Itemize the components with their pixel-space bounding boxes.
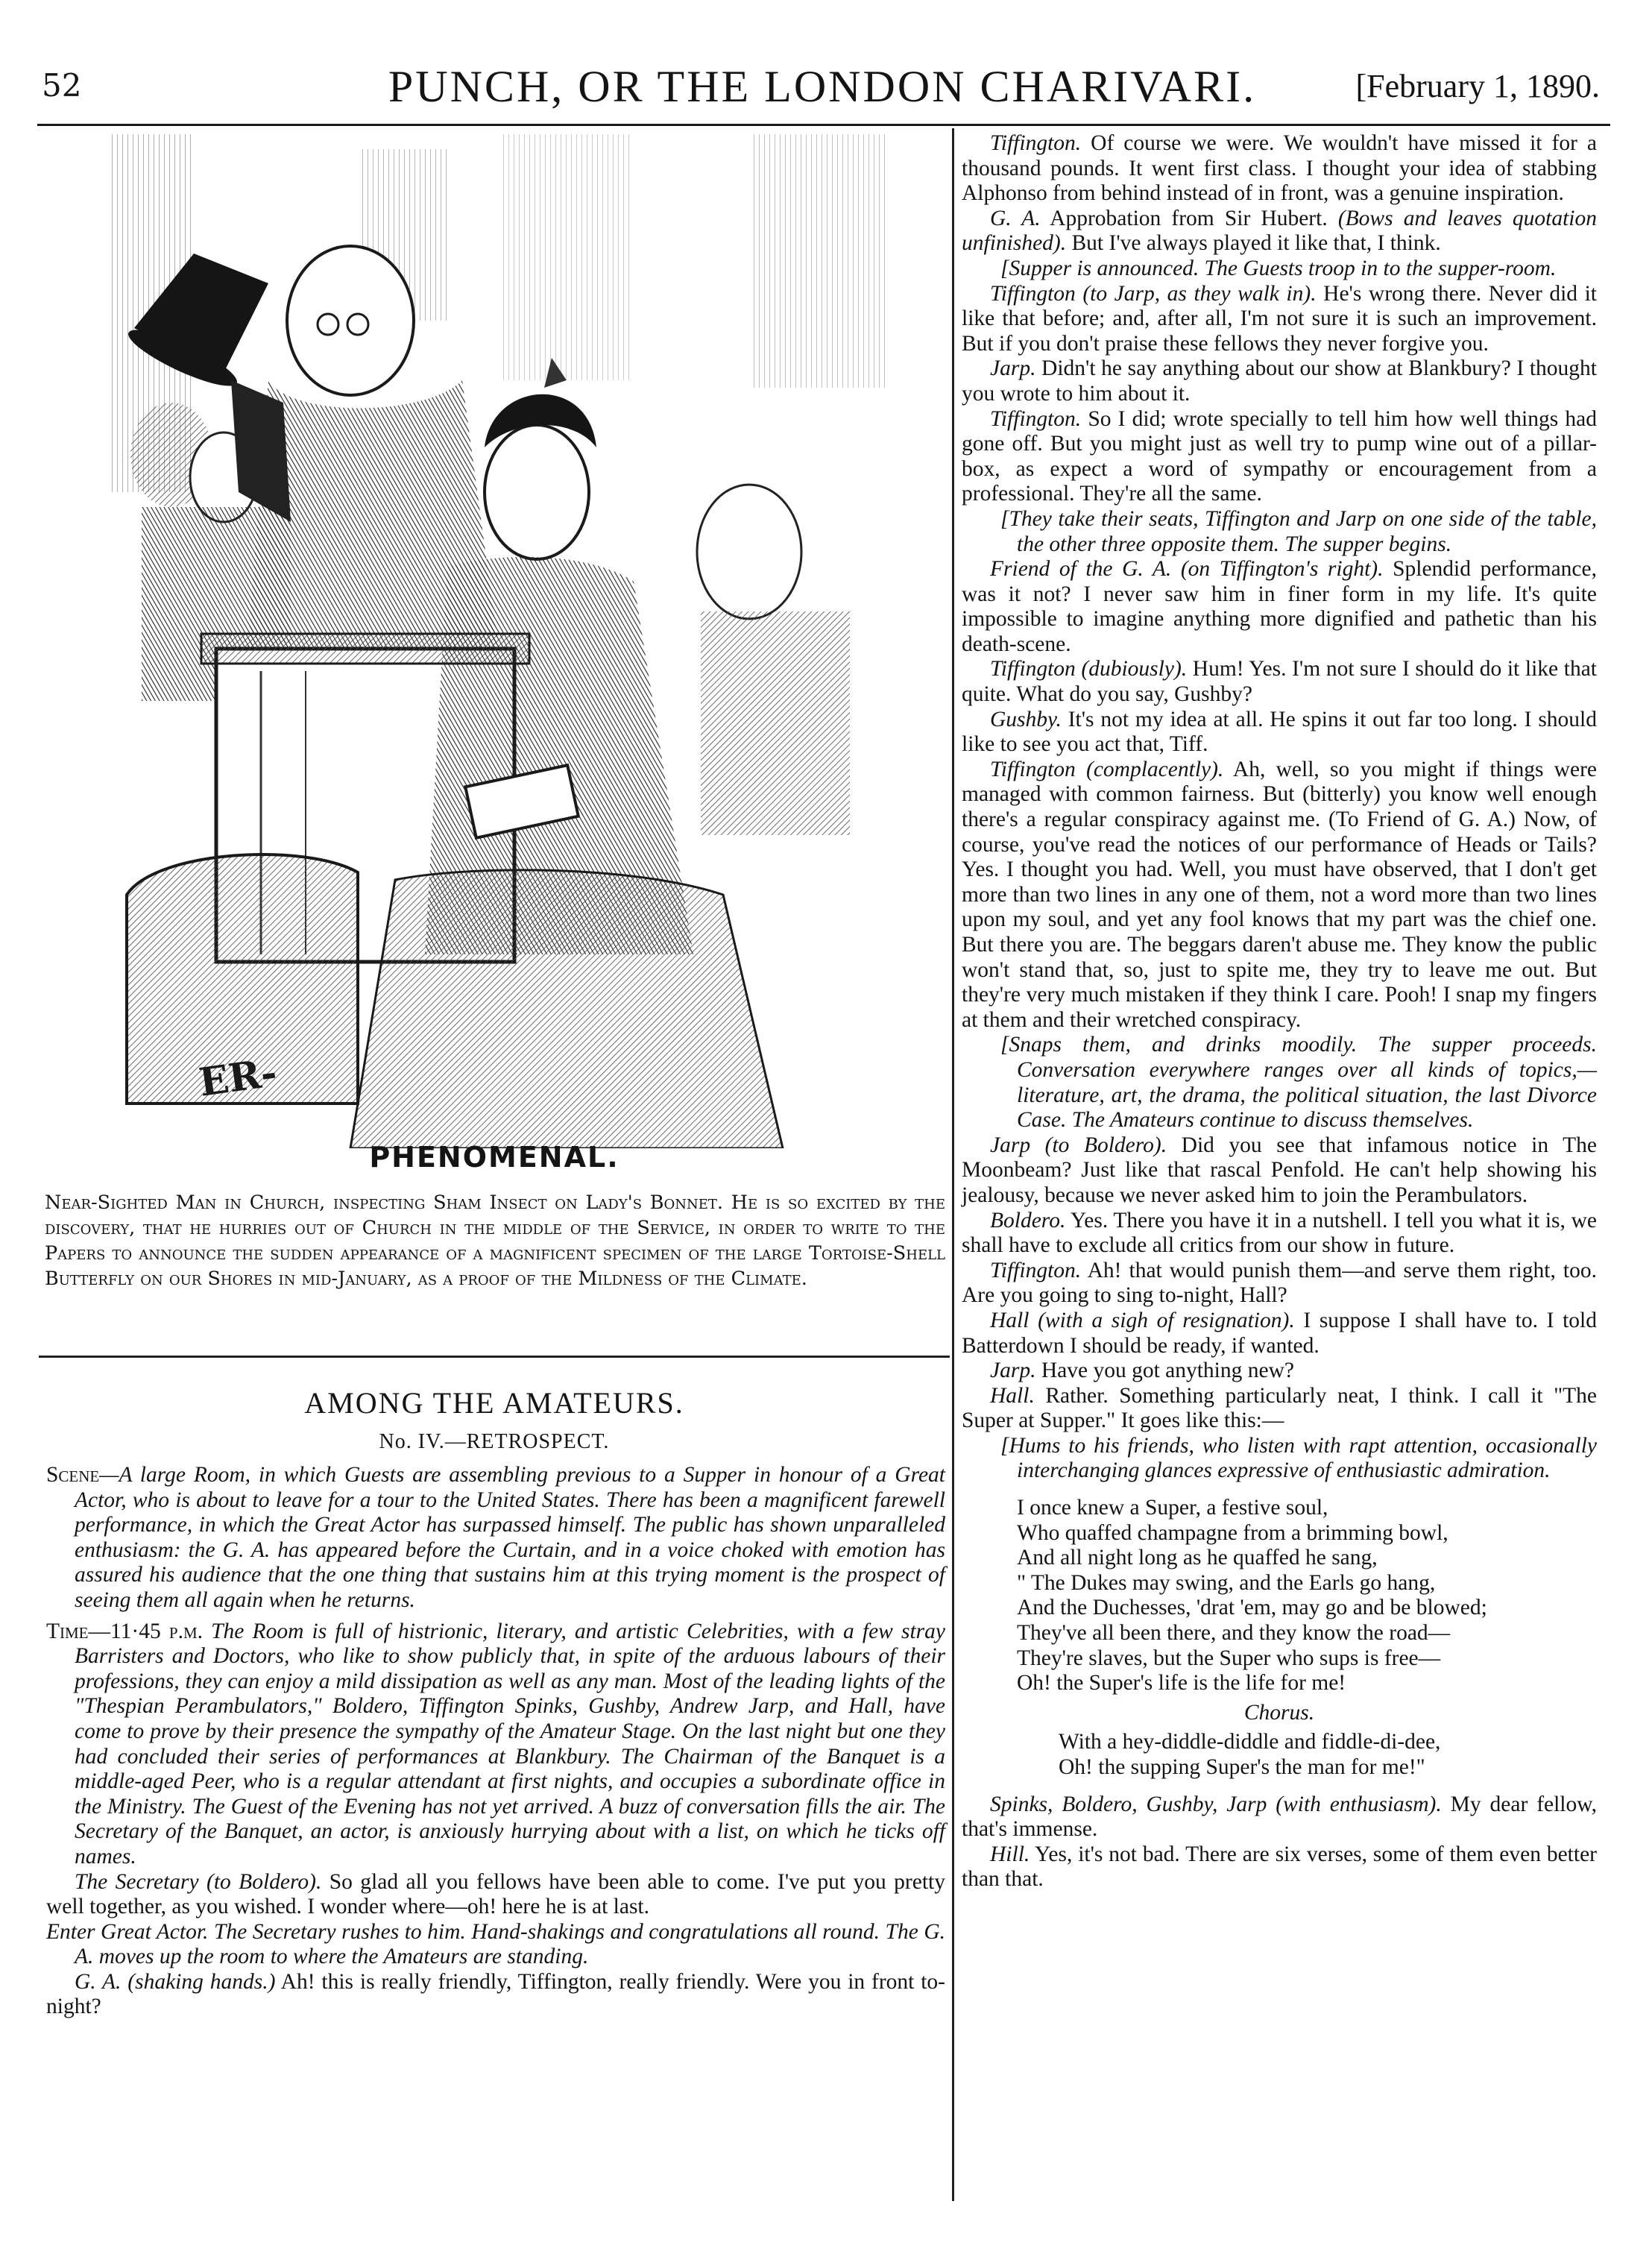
dialogue-line: Hall (with a sigh of resignation). I suppose I shall have to. I told Batterdown I should be ready, if wanted. [962,1308,1597,1358]
lady-head [485,425,589,559]
song-line: They've all been there, and they know the road— [1017,1621,1451,1646]
cartoon-caption: Near-Sighted Man in Church, inspecting Sham Insect on Lady's Bonnet. He is so excited by the discovery, that he hurries out of Church in the middle of the Service, in order to write to the Papers to announce the sudden appearance of a magnificent specimen of the large Tortoise-Shell Butterfly on our Shores in mid-January, as a proof of the Mildness of the Climate. [45,1191,945,1290]
dialogue-line: Friend of the G. A. (on Tiffington's right). Splendid performance, was it not? I never saw him in finer form in my life. It's quite impossible to imagine anything more dignified and pathetic than his death-scene. [962,557,1597,656]
chorus-line: Oh! the supping Super's the man for me!" [1059,1755,1425,1779]
dialogue-line: G. A. Approbation from Sir Hubert. (Bows and leaves quotation unfinished). But I've always played it like that, I think. [962,206,1597,256]
lady-skirt [350,870,783,1148]
article-subtitle: No. IV.—RETROSPECT. [379,1430,610,1453]
header-rule [37,124,1610,126]
dialogue-line: Tiffington (to Jarp, as they walk in). He's wrong there. Never did it like that before; and, after all, I'm not sure it is such an improvement. But if you don't praise these fellows they never forgive you. [962,281,1597,356]
dialogue-line: Jarp. Didn't he say anything about our show at Blankbury? I thought you wrote to him about it. [962,356,1597,406]
artist-signature: ER- [196,1049,280,1106]
publication-title: PUNCH, OR THE LONDON CHARIVARI. [388,62,1257,111]
time-direction: Time—11·45 p.m. The Room is full of histrionic, literary, and artistic Celebrities, with a few stray Barristers and Doctors, who like to show publicly that, in spite of the arduous labours of their professions, they can enjoy a mild dissipation as well as any man. Most of the leading lights of the "Thespian Perambulators," Boldero, Tiffington Spinks, Gushby, Andrew Jarp, and Hall, have come to prove by their presence the sympathy of the Amateur Stage. On the last night but one they had concluded their series of performances at Blankbury. The Chairman of the Banquet is a middle-aged Peer, who is a regular attendant at first nights, and occupies a subordinate office in the Ministry. The Guest of the Evening has not yet arrived. A buzz of conversation fills the air. The Secretary of the Banquet, an actor, is anxiously hurrying about with a list, on which he ticks off names. [46,1619,945,1869]
song-line: " The Dukes may swing, and the Earls go hang, [1017,1570,1436,1595]
dialogue-line: The Secretary (to Boldero). So glad all you fellows have been able to come. I've put you pretty well together, as you wished. I wonder where—oh! here he is at last. [46,1869,945,1919]
near-sighted-man-head [287,246,414,395]
dialogue-line: Boldero. Yes. There you have it in a nutshell. I tell you what it is, we shall have to exclude all critics from our show in future. [962,1208,1597,1258]
stage-direction: [Supper is announced. The Guests troop in to the supper-room. [1000,256,1557,280]
dialogue-line: Gushby. It's not my idea at all. He spins it out far too long. I should like to see you act that, Tiff. [962,707,1597,757]
article-title: AMONG THE AMATEURS. [304,1386,684,1420]
issue-date: [February 1, 1890. [1355,68,1600,104]
article-left-column [46,1463,945,2020]
cartoon-title: PHENOMENAL. [369,1141,620,1174]
dialogue-line: Hall. Rather. Something particularly neat, I think. I call it "The Super at Supper." It goes like this:— [962,1383,1597,1433]
column-divider [952,128,954,2201]
chorus-label: Chorus. [1243,1700,1315,1725]
dialogue-line: Spinks, Boldero, Gushby, Jarp (with enthusiasm). My dear fellow, that's immense. [962,1792,1598,1842]
stage-direction: [Hums to his friends, who listen with rapt attention, occasionally interchanging glances expressive of enthusiastic admiration. [1000,1433,1597,1483]
song-line: And all night long as he quaffed he sang, [1017,1546,1378,1570]
dialogue-line: Tiffington (dubiously). Hum! Yes. I'm not sure I should do it like that quite. What do you say, Gushby? [962,657,1597,707]
article-right-column [962,131,1597,1892]
old-man-figure [697,485,801,619]
dialogue-line: Tiffington (complacently). Ah, well, so you might if things were managed with common fairness. But (bitterly) you know well enough there's a regular conspiracy against me. (To Friend of G. A.) Now, of course, you've read the notices of our performance of Heads or Tails? Yes. I thought you had. Well, you must have observed, that I don't get more than two lines in any one of them, not a word more than two lines upon my soul, and yet any fool knows that my part was the chief one. But there you are. The beggars daren't abuse me. They know the public won't stand that, so, just to spite me, they try to leave me out. But they're very much mistaken if they think I care. Pooh! I snap my fingers at them and their wretched conspiracy. [962,757,1597,1032]
dialogue-line: Jarp (to Boldero). Did you see that infamous notice in The Moonbeam? Just like that rascal Penfold. He can't help showing his jealousy, because we never asked him to join the Perambulators. [962,1133,1597,1207]
chorus [962,1730,1597,1780]
song-line: Oh! the Super's life is the life for me! [1017,1671,1346,1696]
dialogue-line: Tiffington. Of course we were. We wouldn't have missed it for a thousand pounds. It went first class. I thought your idea of stabbing Alphonso from behind instead of in front, was a genuine inspiration. [962,131,1597,206]
song-verse [962,1496,1597,1696]
dialogue-line: Jarp. Have you got anything new? [990,1359,1294,1383]
song-line: They're slaves, but the Super who sups is free— [1017,1646,1441,1670]
stage-direction: [Snaps them, and drinks moodily. The supper proceeds. Conversation everywhere ranges over all kinds of topics,—literature, art, the drama, the political situation, the last Divorce Case. The Amateurs continue to discuss themselves. [1000,1033,1597,1133]
engraving-illustration [112,134,887,1148]
dialogue-line: Tiffington. Ah! that would punish them—and serve them right, too. Are you going to sing to-night, Hall? [962,1258,1597,1308]
page-number: 52 [42,67,82,104]
dialogue-line: Tiffington. So I did; wrote specially to tell him how well things had gone off. But you might just as well try to pump wine out of a pillar-box, as expect a word of sympathy or encouragement from a professional. They're all the same. [962,406,1597,506]
dialogue-line: G. A. (shaking hands.) Ah! this is really friendly, Tiffington, really friendly. Were you in front to-night? [46,1969,945,2019]
page-header [37,51,1607,125]
stage-direction: Enter Great Actor. The Secretary rushes to him. Hand-shakings and congratulations all round. The G. A. moves up the room to where the Amateurs are standing. [46,1919,945,1969]
stage-direction: [They take their seats, Tiffington and Jarp on one side of the table, the other three opposite them. The supper begins. [1000,506,1597,556]
song-line: I once knew a Super, a festive soul, [1017,1496,1328,1520]
song-line: Who quaffed champagne from a brimming bowl, [1017,1520,1448,1545]
dialogue-line: Hill. Yes, it's not bad. There are six verses, some of them even better than that. [962,1842,1597,1892]
chorus-line: With a hey-diddle-diddle and fiddle-di-dee, [1059,1730,1441,1754]
section-divider [39,1356,950,1358]
scene-direction: Scene—A large Room, in which Guests are assembling previous to a Supper in honour of a Great Actor, who is about to leave for a tour to the United States. There has been a magnificent farewell performance, in which the Great Actor has surpassed himself. The public has shown unparalleled enthusiasm: the G. A. has appeared before the Curtain, and in a voice choked with emotion has assured his audience that the one thing that sustains him at this trying moment is the prospect of seeing them all again when he returns. [46,1463,945,1612]
song-line: And the Duchesses, 'drat 'em, may go and be blowed; [1017,1596,1487,1620]
